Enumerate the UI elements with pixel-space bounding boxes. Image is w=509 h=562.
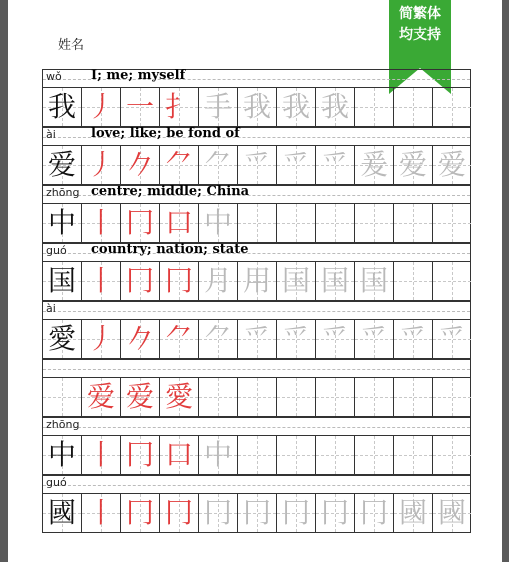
stroke-step-char: ⺈ (203, 322, 232, 355)
stroke-cell[interactable] (160, 436, 199, 474)
stroke-cell[interactable] (394, 204, 433, 242)
meaning-label: I; me; myself (91, 68, 186, 83)
stroke-step-char: 𠂊 (125, 322, 154, 355)
stroke-step-char: 冂 (125, 438, 154, 471)
stroke-step-char: 丨 (86, 206, 115, 239)
stroke-cell[interactable] (121, 262, 160, 300)
row-header (42, 69, 471, 87)
stroke-cell[interactable] (160, 146, 199, 184)
stroke-cell[interactable] (238, 88, 277, 126)
main-char: 中 (47, 438, 76, 471)
stroke-step-char: 爱 (437, 148, 466, 181)
stroke-cell[interactable] (160, 494, 199, 532)
stroke-cell[interactable] (277, 146, 316, 184)
stroke-cell[interactable] (316, 204, 355, 242)
stroke-step-char: 扌 (164, 90, 193, 123)
stroke-step-char: 國 (437, 496, 466, 529)
stroke-step-char (238, 204, 276, 242)
main-char: 中 (47, 206, 76, 239)
stroke-cell[interactable] (238, 320, 277, 358)
stroke-step-char: 丿 (86, 90, 115, 123)
stroke-cell[interactable] (355, 436, 394, 474)
stroke-step-char (316, 204, 354, 242)
stroke-cell[interactable] (160, 320, 199, 358)
stroke-step-char: 中 (203, 206, 232, 239)
stroke-cell[interactable] (238, 146, 277, 184)
stroke-cell[interactable] (433, 88, 471, 126)
stroke-step-char: 月 (203, 264, 232, 297)
ribbon-line2: 均支持 (399, 27, 441, 43)
stroke-step-char: 爫 (437, 322, 466, 355)
stroke-step-char: 国 (359, 264, 388, 297)
practice-row (42, 145, 471, 185)
stroke-step-char: 國 (398, 496, 427, 529)
stroke-cell[interactable] (238, 494, 277, 532)
stroke-step-char: ⺈ (164, 322, 193, 355)
row-header (42, 475, 471, 493)
stroke-cell[interactable] (121, 88, 160, 126)
stroke-step-char (277, 436, 315, 474)
main-char-cell (43, 204, 82, 242)
stroke-cell[interactable] (394, 320, 433, 358)
stroke-cell[interactable] (355, 204, 394, 242)
stroke-step-char: 我 (320, 90, 349, 123)
stroke-step-char: 爫 (281, 148, 310, 181)
stroke-step-char: 爫 (398, 322, 427, 355)
stroke-step-char (433, 88, 471, 126)
main-char-cell (43, 494, 82, 532)
stroke-cell[interactable] (394, 436, 433, 474)
stroke-step-char (433, 204, 471, 242)
row-header (42, 359, 471, 377)
stroke-cell[interactable] (433, 262, 471, 300)
stroke-step-char: 冂 (359, 496, 388, 529)
stroke-cell[interactable] (277, 262, 316, 300)
stroke-step-char: 我 (242, 90, 271, 123)
stroke-cell[interactable] (433, 494, 471, 532)
ribbon-text (389, 4, 451, 46)
main-char: 爱 (47, 148, 76, 181)
stroke-step-char (394, 262, 432, 300)
stroke-step-char (277, 378, 315, 416)
practice-row (42, 203, 471, 243)
stroke-step-char: 冂 (125, 264, 154, 297)
stroke-step-char: ⺈ (164, 148, 193, 181)
stroke-cell[interactable] (82, 378, 121, 416)
stroke-cell[interactable] (394, 88, 433, 126)
stroke-step-char (433, 378, 471, 416)
stroke-step-char: 冂 (164, 264, 193, 297)
stroke-step-char (355, 204, 393, 242)
stroke-cell[interactable] (277, 88, 316, 126)
stroke-cell[interactable] (355, 378, 394, 416)
main-char-cell (43, 146, 82, 184)
stroke-step-char (394, 204, 432, 242)
stroke-step-char (238, 378, 276, 416)
stroke-step-char (433, 262, 471, 300)
pinyin-label: guó (46, 476, 67, 489)
stroke-step-char (316, 436, 354, 474)
stroke-cell[interactable] (160, 378, 199, 416)
stroke-cell[interactable] (316, 320, 355, 358)
stroke-step-char (199, 378, 237, 416)
stroke-cell[interactable] (316, 88, 355, 126)
stroke-step-char: 爫 (359, 322, 388, 355)
stroke-cell[interactable] (199, 204, 238, 242)
stroke-cell[interactable] (277, 436, 316, 474)
pinyin-label: guó (46, 244, 67, 257)
stroke-step-char: 丨 (86, 438, 115, 471)
meaning-label: love; like; be fond of (91, 126, 240, 141)
stroke-cell[interactable] (316, 146, 355, 184)
stroke-step-char: 用 (242, 264, 271, 297)
stroke-step-char: 口 (164, 438, 193, 471)
stroke-step-char: 冂 (203, 496, 232, 529)
stroke-step-char: 丨 (86, 496, 115, 529)
stroke-step-char (238, 436, 276, 474)
pinyin-label: ài (46, 302, 56, 315)
stroke-cell[interactable] (238, 204, 277, 242)
stroke-cell[interactable] (82, 146, 121, 184)
stroke-step-char: 冂 (164, 496, 193, 529)
stroke-step-char: 𠂊 (125, 148, 154, 181)
practice-sheet (8, 0, 502, 562)
stroke-cell[interactable] (316, 494, 355, 532)
stroke-step-char: 丿 (86, 148, 115, 181)
stroke-cell[interactable] (355, 262, 394, 300)
stroke-cell[interactable] (316, 436, 355, 474)
main-char: 国 (47, 264, 76, 297)
row-header (42, 127, 471, 145)
stroke-cell[interactable] (355, 146, 394, 184)
stroke-cell[interactable] (238, 378, 277, 416)
stroke-cell[interactable] (433, 320, 471, 358)
stroke-step-char: 丿 (86, 322, 115, 355)
stroke-step-char (394, 378, 432, 416)
stroke-step-char: 国 (320, 264, 349, 297)
stroke-cell[interactable] (433, 378, 471, 416)
stroke-cell[interactable] (82, 320, 121, 358)
stroke-cell[interactable] (394, 262, 433, 300)
stroke-cell[interactable] (277, 494, 316, 532)
stroke-step-char: 冂 (281, 496, 310, 529)
stroke-cell[interactable] (277, 378, 316, 416)
stroke-cell[interactable] (160, 88, 199, 126)
stroke-cell[interactable] (82, 436, 121, 474)
stroke-cell[interactable] (199, 378, 238, 416)
main-char: 我 (47, 90, 76, 123)
stroke-cell[interactable] (199, 88, 238, 126)
main-char: 愛 (47, 322, 76, 355)
practice-row (42, 261, 471, 301)
stroke-step-char: 冂 (125, 206, 154, 239)
stroke-step-char (355, 88, 393, 126)
stroke-step-char: 国 (281, 264, 310, 297)
stroke-step-char: ⺈ (203, 148, 232, 181)
meaning-label: centre; middle; China (91, 184, 250, 199)
stroke-cell[interactable] (316, 262, 355, 300)
stroke-cell[interactable] (394, 494, 433, 532)
stroke-cell[interactable] (82, 262, 121, 300)
stroke-step-char: 冂 (320, 496, 349, 529)
practice-row (42, 87, 471, 127)
row-header (42, 185, 471, 203)
stroke-cell[interactable] (355, 320, 394, 358)
stroke-step-char: 愛 (164, 380, 193, 413)
stroke-step-char: 爫 (242, 322, 271, 355)
stroke-step-char: 爱 (125, 380, 154, 413)
pinyin-label: ài (46, 128, 56, 141)
stroke-cell[interactable] (355, 494, 394, 532)
stroke-cell[interactable] (121, 146, 160, 184)
stroke-step-char: 爫 (281, 322, 310, 355)
stroke-cell[interactable] (238, 262, 277, 300)
stroke-cell[interactable] (199, 494, 238, 532)
stroke-cell[interactable] (433, 436, 471, 474)
stroke-step-char: 冂 (242, 496, 271, 529)
stroke-step-char (355, 436, 393, 474)
stroke-step-char: 爱 (398, 148, 427, 181)
stroke-cell[interactable] (316, 378, 355, 416)
stroke-step-char: 手 (203, 90, 232, 123)
stroke-step-char (433, 436, 471, 474)
name-label: 姓名 (58, 38, 85, 53)
stroke-cell[interactable] (238, 436, 277, 474)
practice-row (42, 435, 471, 475)
row-header (42, 417, 471, 435)
stroke-cell[interactable] (433, 204, 471, 242)
main-char-cell (43, 320, 82, 358)
stroke-cell[interactable] (394, 146, 433, 184)
stroke-step-char (394, 88, 432, 126)
stroke-cell[interactable] (121, 494, 160, 532)
row-header (42, 301, 471, 319)
pinyin-label: zhōng (46, 418, 80, 431)
stroke-step-char: 爱 (86, 380, 115, 413)
stroke-step-char (355, 378, 393, 416)
stroke-step-char (394, 436, 432, 474)
stroke-cell[interactable] (121, 204, 160, 242)
stroke-step-char: 一 (125, 90, 154, 123)
stroke-cell[interactable] (277, 204, 316, 242)
stroke-cell[interactable] (160, 262, 199, 300)
main-char: 國 (47, 496, 76, 529)
stroke-step-char: 口 (164, 206, 193, 239)
stroke-step-char (316, 378, 354, 416)
stroke-cell[interactable] (355, 88, 394, 126)
stroke-cell[interactable] (199, 436, 238, 474)
stroke-step-char (277, 204, 315, 242)
stroke-cell[interactable] (199, 262, 238, 300)
stroke-cell[interactable] (277, 320, 316, 358)
main-char-cell (43, 262, 82, 300)
main-char-cell (43, 378, 82, 416)
stroke-cell[interactable] (199, 320, 238, 358)
stroke-cell[interactable] (82, 88, 121, 126)
stroke-step-char: 爫 (320, 322, 349, 355)
stroke-cell[interactable] (199, 146, 238, 184)
stroke-cell[interactable] (121, 436, 160, 474)
main-char-cell (43, 436, 82, 474)
stroke-cell[interactable] (121, 320, 160, 358)
stroke-cell[interactable] (160, 204, 199, 242)
stroke-cell[interactable] (394, 378, 433, 416)
stroke-cell[interactable] (121, 378, 160, 416)
stroke-step-char: 爫 (320, 148, 349, 181)
practice-row (42, 319, 471, 359)
stroke-step-char: 中 (203, 438, 232, 471)
stroke-cell[interactable] (82, 204, 121, 242)
stroke-cell[interactable] (433, 146, 471, 184)
stroke-step-char: 冂 (125, 496, 154, 529)
pinyin-label: zhōng (46, 186, 80, 199)
ribbon-line1: 简繁体 (399, 6, 441, 22)
stroke-step-char: 我 (281, 90, 310, 123)
practice-row (42, 377, 471, 417)
pinyin-label: wǒ (46, 70, 62, 83)
row-header (42, 243, 471, 261)
practice-row (42, 493, 471, 533)
stroke-cell[interactable] (82, 494, 121, 532)
main-char-cell (43, 88, 82, 126)
stroke-step-char: 爫 (242, 148, 271, 181)
stroke-step-char: 丨 (86, 264, 115, 297)
main-char (43, 378, 81, 416)
stroke-step-char: 爰 (359, 148, 388, 181)
meaning-label: country; nation; state (91, 242, 249, 257)
